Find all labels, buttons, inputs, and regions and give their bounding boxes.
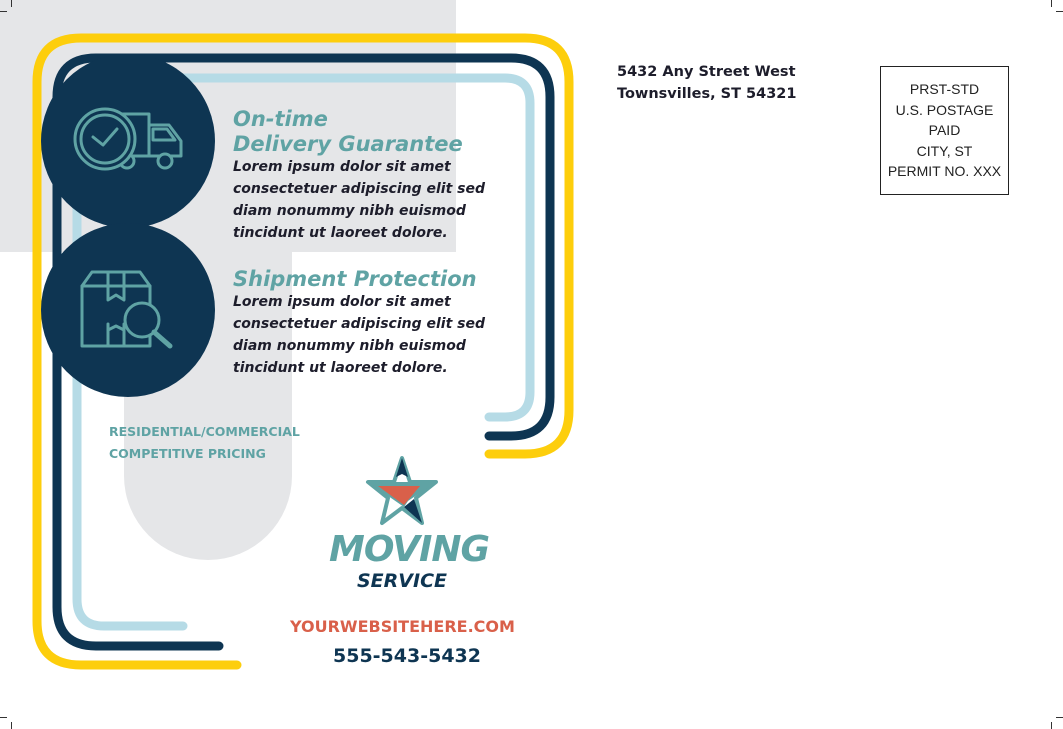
tagline-residential: RESIDENTIAL/COMMERCIAL — [109, 424, 300, 439]
postage-indicia — [880, 66, 1009, 195]
feature-title-line: On-time — [233, 107, 328, 131]
delivery-truck-clock-icon — [73, 105, 185, 177]
crop-mark — [11, 722, 12, 729]
postage-line: CITY, ST — [916, 142, 973, 159]
feature-body-shipment — [233, 291, 485, 379]
feature-title-shipment — [233, 267, 477, 292]
website-link[interactable]: YOURWEBSITEHERE.COM — [290, 617, 515, 636]
crop-mark — [11, 0, 12, 7]
feature-title-delivery — [233, 107, 463, 157]
postage-line: PERMIT NO. XXX — [887, 163, 1002, 180]
logo-name-service: SERVICE — [357, 570, 447, 592]
taglines — [109, 421, 300, 465]
postage-line: U.S. POSTAGE — [895, 101, 994, 118]
address-line-1: 5432 Any Street West — [617, 64, 796, 80]
postage-line: PRST-STD — [909, 81, 980, 98]
feature-body-line: Lorem ipsum dolor sit amet — [233, 294, 451, 310]
feature-body-delivery — [233, 156, 485, 244]
postage-line: PAID — [928, 122, 961, 139]
crop-mark — [1051, 722, 1052, 729]
address-line-2: Townsvilles, ST 54321 — [617, 86, 797, 102]
crop-mark — [0, 717, 7, 718]
phone-number: 555-543-5432 — [333, 645, 481, 667]
feature-title-line: Delivery Guarantee — [233, 132, 463, 156]
crop-mark — [1056, 717, 1063, 718]
crop-mark — [1051, 0, 1052, 7]
mailing-address — [617, 61, 797, 105]
package-search-icon — [78, 268, 174, 352]
star-icon — [364, 455, 440, 527]
feature-body-line: consectetuer adipiscing elit sed — [233, 181, 486, 197]
feature-title-line: Shipment Protection — [233, 267, 477, 291]
feature-body-line: tincidunt ut laoreet dolore. — [233, 360, 448, 376]
tagline-pricing: COMPETITIVE PRICING — [109, 446, 266, 461]
feature-body-line: diam nonummy nibh euismod — [233, 203, 466, 219]
crop-mark — [1056, 11, 1063, 12]
feature-body-line: consectetuer adipiscing elit sed — [233, 316, 486, 332]
feature-body-line: tincidunt ut laoreet dolore. — [233, 225, 448, 241]
feature-body-line: Lorem ipsum dolor sit amet — [233, 159, 451, 175]
logo-name-moving: MOVING — [329, 529, 490, 570]
crop-mark — [0, 11, 7, 12]
feature-body-line: diam nonummy nibh euismod — [233, 338, 466, 354]
